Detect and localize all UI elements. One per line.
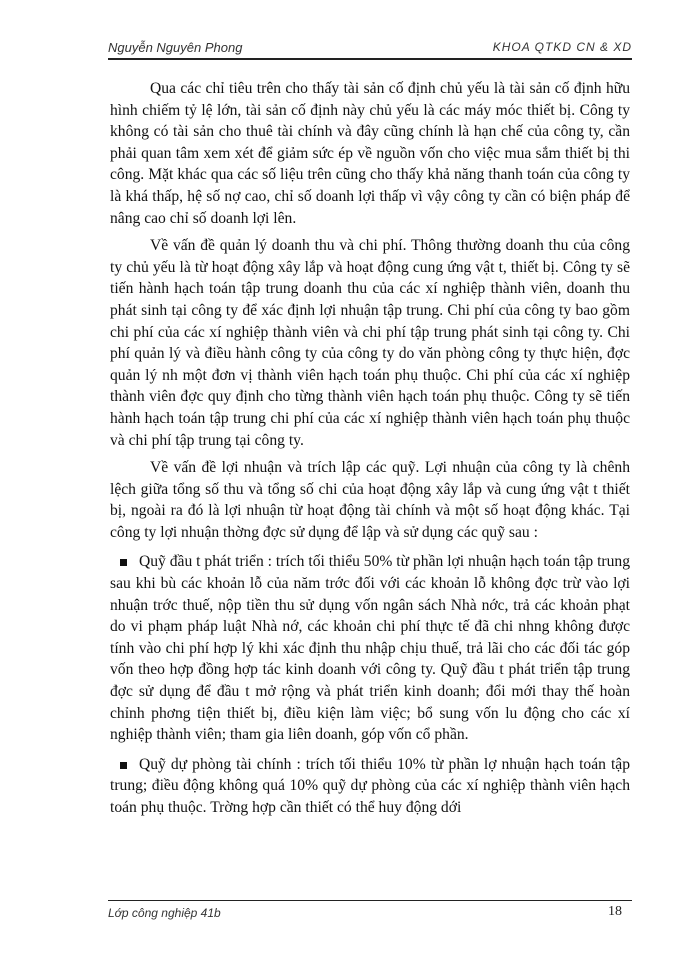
bullet-item-reserve-fund: [110, 754, 630, 819]
bullet-text: Quỹ dự phòng tài chính : trích tối thiểu 10% từ phần lợ nhuận hạch toán tập trung; điều động không quá 10% quỹ dự phòng của các xí nghiệp thành viên hạch toán phụ thuộc. Trờng hợp cần thiết có thể huy động dới: [110, 755, 630, 816]
bullet-square-icon: [120, 762, 127, 769]
header-rule: [108, 58, 632, 60]
paragraph-fixed-assets: Qua các chỉ tiêu trên cho thấy tài sản cố định chủ yếu là tài sản cố định hữu hình chiếm tỷ lệ lớn, tài sản cố định này chủ yếu là các máy móc thiết bị. Công ty không có tài sản cho thuê tài chính và đây cũng chính là hạn chế của công ty, cần phải quan tâm xem xét để giảm sức ép về nguồn vốn cho việc mua sắm thiết bị thi công. Mặt khác qua các số liệu trên cũng cho thấy khả năng thanh toán của công ty là khá thấp, hệ số nợ cao, chỉ số doanh lợi thấp vì vậy công ty cần có biện pháp để nâng cao chỉ số doanh lợi lên.: [110, 80, 630, 227]
bullet-item-development-fund: [110, 551, 630, 745]
footer-rule: [108, 900, 632, 901]
page-body: [110, 78, 630, 823]
paragraph-revenue-costs: Về vấn đề quản lý doanh thu và chi phí. Thông thường doanh thu của công ty chủ yếu là từ hoạt động xây lắp và hoạt động cung ứng vật t, thiết bị. Công ty sẽ tiến hành hạch toán tập trung doanh thu của các xí nghiệp thành viên, doanh thu phát sinh tại công ty để xác định lợi nhuận tập trung. Chi phí của công ty bao gồm chi phí của các xí nghiệp thành viên và chi phí tập trung phát sinh tại công ty. Chi phí quản lý và điều hành công ty của công ty do văn phòng công ty thực hiện, đợc quản lý nh một đơn vị thành viên hạch toán phụ thuộc. Chi phí của các xí nghiệp thành viên đợc quy định cho từng thành viên hạch toán phụ thuộc. Công ty sẽ tiến hành hạch toán tập trung chi phí của các xí nghiệp thành viên hạch toán phụ thuộc và chi phí tập trung tại công ty.: [110, 237, 630, 449]
page-number: 18: [608, 904, 622, 919]
paragraph-profit-funds: Về vấn đề lợi nhuận và trích lập các quỹ. Lợi nhuận của công ty là chênh lệch giữa tổng số thu và tổng số chi của hoạt động xây lắp và cung ứng vật t thiết bị, ngoài ra đó là lợi nhuận từ hoạt động tài chính và một số hoạt động khác. Tại công ty lợi nhuận thờng đợc sử dụng để lập và sử dụng các quỹ sau :: [110, 459, 630, 541]
bullet-text: Quỹ đầu t phát triển : trích tối thiểu 50% từ phần lợi nhuận hạch toán tập trung sau khi bù các khoản lỗ của năm trớc đối với các khoản lỗ không đợc trừ vào lợi nhuận trớc thuế, nộp tiền thu sử dụng vốn ngân sách Nhà nớc, trả các khoản phạt do vi phạm pháp luật Nhà nớ, các khoản chi phí thực tế đã chi nhng không được tính vào chi phí hợp lý khi xác định thu nhập chịu thuế, trả lãi cho các đối tác góp vốn theo hợp đồng hợp tác kinh doanh với công ty. Quỹ đầu t phát triển tập trung đợc sử dụng để đầu t mở rộng và phát triển kinh doanh; đổi mới thay thế hoàn chỉnh phơng tiện thiết bị, điều kiện làm việc; bổ sung vốn lu động cho các xí nghiệp thành viên; tham gia liên doanh, góp vốn cổ phần.: [110, 553, 630, 744]
bullet-square-icon: [120, 559, 127, 566]
footer-class: Lớp công nghiệp 41b: [108, 906, 221, 920]
header-author: Nguyễn Nguyên Phong: [108, 40, 243, 55]
header-department: KHOA QTKD CN & XD: [492, 40, 632, 54]
